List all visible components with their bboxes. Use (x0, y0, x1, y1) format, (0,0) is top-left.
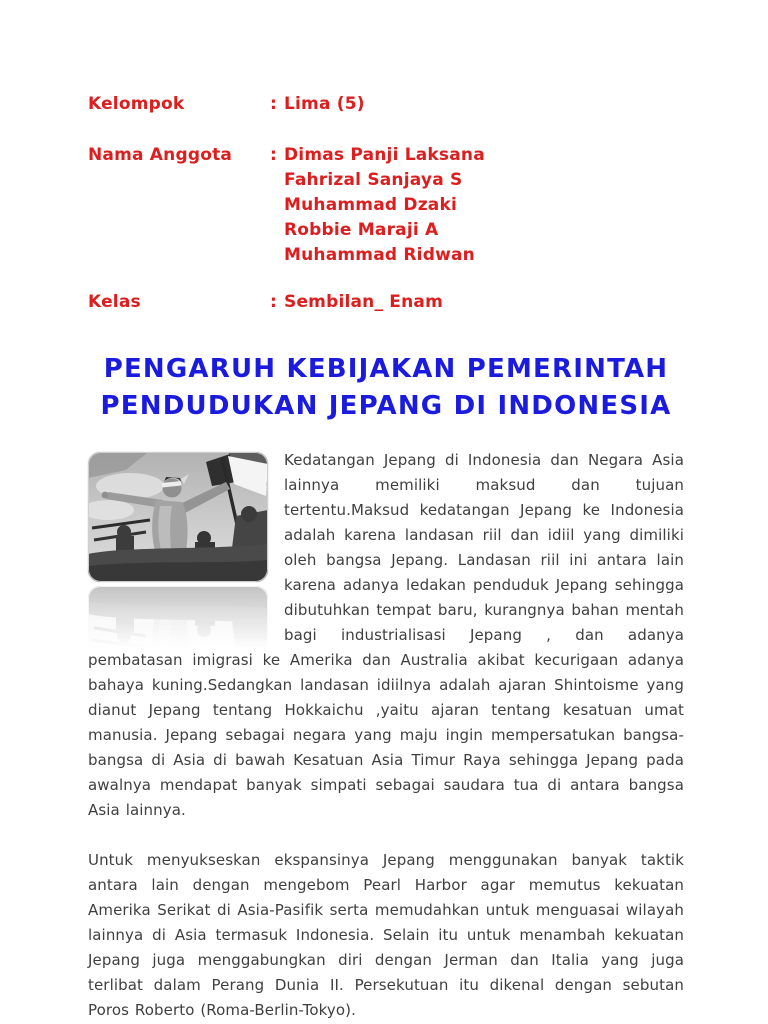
member-name: Robbie Maraji A (284, 220, 439, 240)
meta-row-nama-anggota (88, 143, 684, 268)
kelompok-label: Kelompok (88, 94, 185, 114)
paragraph-2: Untuk menyukseskan ekspansinya Jepang menggunakan banyak taktik antara lain dengan mengebom Pearl Harbor agar memutus kekuatan Amerika Serikat di Asia-Pasifik serta memudahkan untuk menguasai wilayah lainnya di Asia termasuk Indonesia. Selain itu untuk menambah kekuatan Jepang juga menggabungkan diri dengan Jerman dan Italia yang juga terlibat dalam Perang Dunia II. Persekutuan itu dikenal dengan sebutan Poros Roberto (Roma-Berlin-Tokyo). (88, 851, 684, 1019)
member-list (284, 143, 684, 268)
page-title-line-2: PENDUDUKAN JEPANG DI INDONESIA (100, 391, 672, 421)
kelas-separator: : (270, 292, 277, 312)
body-text (88, 448, 684, 1023)
page-title (88, 351, 684, 425)
member-name: Muhammad Ridwan (284, 245, 475, 265)
meta-row-kelas (88, 290, 684, 315)
nama-anggota-label: Nama Anggota (88, 145, 233, 165)
page-title-line-1: PENGARUH KEBIJAKAN PEMERINTAH (103, 354, 669, 384)
fighter-illustration (88, 452, 268, 582)
figure-wrap (88, 452, 268, 628)
kelompok-separator: : (270, 94, 277, 114)
meta-header (88, 92, 684, 315)
member-name: Dimas Panji Laksana (284, 145, 485, 165)
kelompok-value: Lima (5) (284, 94, 365, 114)
member-name: Fahrizal Sanjaya S (284, 170, 463, 190)
meta-row-kelompok (88, 92, 684, 117)
paragraph-1: Kedatangan Jepang di Indonesia dan Negara Asia lainnya memiliki maksud dan tujuan tertentu.Maksud kedatangan Jepang ke Indonesia adalah karena landasan riil dan idiil yang dimiliki oleh bangsa Jepang. Landasan riil ini antara lain karena adanya ledakan penduduk Jepang sehingga dibutuhkan tempat baru, kurangnya bahan mentah bagi industrialisasi Jepang , dan adanya pembatasan imigrasi ke Amerika dan Australia akibat kecurigaan adanya bahaya kuning.Sedangkan landasan idiilnya adalah ajaran Shintoisme yang dianut Jepang tentang Hokkaichu ,yaitu ajaran tentang kesatuan umat manusia. Jepang sebagai negara yang maju ingin mempersatukan bangsa-bangsa di Asia di bawah Kesatuan Asia Timur Raya sehingga Jepang pada awalnya mendapat banyak simpati sebagai saudara tua di antara bangsa Asia lainnya. (88, 451, 684, 819)
fighter-illustration-art (88, 452, 268, 582)
kelas-label: Kelas (88, 292, 141, 312)
nama-anggota-separator: : (270, 145, 277, 165)
kelas-value: Sembilan_ Enam (284, 292, 444, 312)
member-name: Muhammad Dzaki (284, 195, 457, 215)
